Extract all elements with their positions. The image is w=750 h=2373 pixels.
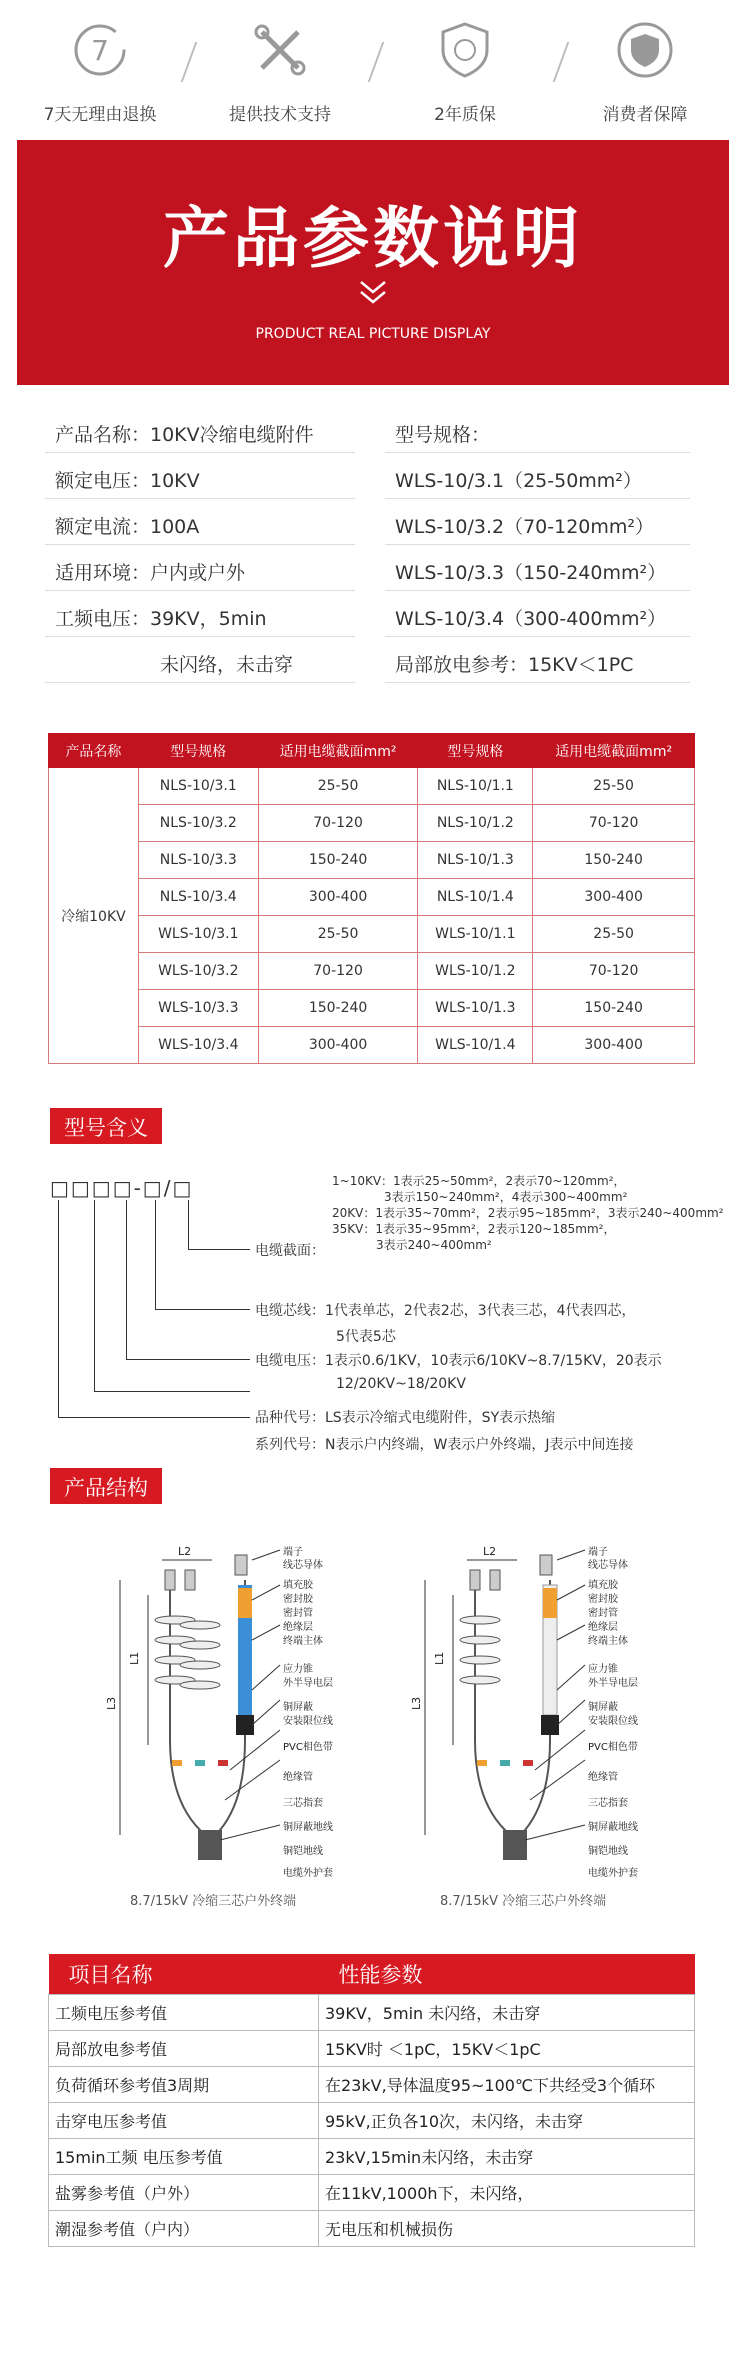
spec-left: 额定电压：10KV xyxy=(55,470,200,492)
section-line: 1~10KV：1表示25~50mm²，2表示70~120mm²， xyxy=(332,1174,626,1188)
table-cell: NLS-10/1.1 xyxy=(418,768,533,805)
connector xyxy=(94,1200,95,1392)
table-cell: 15KV时 ＜1pC，15KV＜1pC xyxy=(319,2030,695,2066)
table-cell: 150-240 xyxy=(258,842,418,879)
table-cell: WLS-10/3.2 xyxy=(138,953,258,990)
spec-right: 局部放电参考：15KV＜1PC xyxy=(395,654,634,676)
table-cell: 70-120 xyxy=(533,953,695,990)
part-label: 电缆外护套 xyxy=(283,1868,333,1879)
part-label: 终端主体 xyxy=(588,1636,628,1647)
part-label: 安装限位线 xyxy=(283,1716,333,1727)
table-header: 型号规格 xyxy=(138,734,258,768)
table-row xyxy=(49,1027,695,1064)
table-header: 性能参数 xyxy=(319,1954,695,1994)
table-cell: 工频电压参考值 xyxy=(49,1994,319,2030)
table-row xyxy=(49,2030,695,2066)
connector xyxy=(126,1359,250,1360)
divider xyxy=(385,636,690,637)
core-line: 5代表5芯 xyxy=(336,1329,396,1345)
section-line: 20KV：1表示35~70mm²，2表示95~185mm²，3表示240~400mm² xyxy=(332,1206,724,1220)
table-header-row xyxy=(49,1954,695,1994)
table-cell: 95kV,正负各10次，未闪络，未击穿 xyxy=(319,2102,695,2138)
table-cell: 70-120 xyxy=(258,805,418,842)
part-label: 端子 xyxy=(283,1547,303,1558)
table-cell: 150-240 xyxy=(533,990,695,1027)
service-tech-support xyxy=(200,20,360,125)
table-row xyxy=(49,916,695,953)
banner-subtitle: PRODUCT REAL PICTURE DISPLAY xyxy=(255,326,491,342)
service-label: 2年质保 xyxy=(434,105,496,125)
diagram-caption: 8.7/15kV 冷缩三芯户外终端 xyxy=(440,1894,607,1909)
voltage-line: 电缆电压：1表示0.6/1KV，10表示6/10KV~8.7/15KV，20表示 xyxy=(255,1353,662,1369)
series-line: 系列代号：N表示户内终端，W表示户外终端，J表示中间连接 xyxy=(255,1437,634,1453)
table-row xyxy=(49,953,695,990)
spec-right: WLS-10/3.2（70-120mm²） xyxy=(395,516,655,538)
table-cell: WLS-10/3.4 xyxy=(138,1027,258,1064)
svg-text:L1: L1 xyxy=(433,1651,446,1665)
voltage-line: 12/20KV~18/20KV xyxy=(336,1376,466,1392)
divider xyxy=(45,452,355,453)
divider xyxy=(45,636,355,637)
core-line: 电缆芯线：1代表单芯，2代表2芯，3代表三芯，4代表四芯， xyxy=(255,1303,636,1319)
table-cell: 击穿电压参考值 xyxy=(49,2102,319,2138)
service-label: 消费者保障 xyxy=(602,105,688,125)
table-cell: NLS-10/3.3 xyxy=(138,842,258,879)
part-label: 绝缘层 xyxy=(588,1622,618,1633)
table-cell: NLS-10/1.4 xyxy=(418,879,533,916)
table-cell: 300-400 xyxy=(258,1027,418,1064)
part-label: 铜屏蔽地线 xyxy=(588,1822,638,1833)
divider xyxy=(385,498,690,499)
table-cell: 70-120 xyxy=(533,805,695,842)
part-label: 安装限位线 xyxy=(588,1716,638,1727)
part-label: 铜铠地线 xyxy=(588,1846,628,1857)
table-row xyxy=(49,805,695,842)
svg-text:7: 7 xyxy=(91,34,109,67)
part-label: PVC相色带 xyxy=(588,1742,638,1753)
connector xyxy=(155,1200,156,1310)
section-line: 3表示240~400mm² xyxy=(376,1238,492,1252)
svg-text:L2: L2 xyxy=(178,1545,192,1558)
part-label: 应力锥 xyxy=(283,1664,313,1675)
service-label: 提供技术支持 xyxy=(229,105,331,125)
part-label: 绝缘管 xyxy=(588,1772,618,1783)
banner xyxy=(17,140,729,385)
table-row xyxy=(49,2174,695,2210)
svg-text:L2: L2 xyxy=(483,1545,497,1558)
part-label: 铜屏蔽地线 xyxy=(283,1822,333,1833)
part-label: 绝缘管 xyxy=(283,1772,313,1783)
section-tag-label: 型号含义 xyxy=(64,1116,148,1140)
part-label: 线芯导体 xyxy=(588,1560,628,1571)
section-line: 35KV：1表示35~95mm²，2表示120~185mm²， xyxy=(332,1222,616,1236)
table-header: 适用电缆截面mm² xyxy=(258,734,418,768)
svg-text:L1: L1 xyxy=(128,1651,141,1665)
table-cell: 潮湿参考值（户内） xyxy=(49,2210,319,2246)
spec-left: 未闪络，未击穿 xyxy=(160,654,294,676)
table-cell: WLS-10/1.1 xyxy=(418,916,533,953)
table-cell: WLS-10/1.4 xyxy=(418,1027,533,1064)
divider xyxy=(181,42,198,82)
spec-left: 适用环境：户内或户外 xyxy=(55,562,246,584)
part-label: 密封管 xyxy=(588,1608,618,1619)
spec-right: WLS-10/3.3（150-240mm²） xyxy=(395,562,667,584)
service-warranty xyxy=(385,20,545,125)
warranty-shield-icon xyxy=(435,20,495,80)
divider xyxy=(368,42,385,82)
part-label: 密封管 xyxy=(283,1608,313,1619)
connector xyxy=(58,1200,59,1418)
table-cell: 负荷循环参考值3周期 xyxy=(49,2066,319,2102)
table-cell: NLS-10/1.2 xyxy=(418,805,533,842)
part-label: 外半导电层 xyxy=(283,1678,333,1689)
divider xyxy=(385,544,690,545)
table-row xyxy=(49,2138,695,2174)
table-cell: NLS-10/3.1 xyxy=(138,768,258,805)
table-cell: 25-50 xyxy=(258,916,418,953)
service-seven-day xyxy=(20,20,180,125)
part-label: 电缆外护套 xyxy=(588,1868,638,1879)
table-cell: NLS-10/3.2 xyxy=(138,805,258,842)
section-line: 3表示150~240mm²，4表示300~400mm² xyxy=(384,1190,628,1204)
connector xyxy=(126,1200,127,1360)
table-cell: 150-240 xyxy=(258,990,418,1027)
part-label: 密封胶 xyxy=(588,1594,618,1605)
part-label: 绝缘层 xyxy=(283,1622,313,1633)
part-label: PVC相色带 xyxy=(283,1742,333,1753)
table-header: 适用电缆截面mm² xyxy=(533,734,695,768)
banner-title: 产品参数说明 xyxy=(163,200,583,277)
part-label: 铜屏蔽 xyxy=(588,1702,618,1713)
table-cell: 15min工频 电压参考值 xyxy=(49,2138,319,2174)
spec-left: 工频电压：39KV，5min xyxy=(55,608,267,630)
connector xyxy=(155,1309,250,1310)
connector xyxy=(188,1200,189,1250)
table-row xyxy=(49,2066,695,2102)
part-label: 密封胶 xyxy=(283,1594,313,1605)
table-cell: 在23kV,导体温度95~100℃下共经受3个循环 xyxy=(319,2066,695,2102)
table-row xyxy=(49,768,695,805)
part-label: 线芯导体 xyxy=(283,1560,323,1571)
table-cell: WLS-10/1.2 xyxy=(418,953,533,990)
chevron-down-icon xyxy=(358,278,388,312)
table-row xyxy=(49,990,695,1027)
table-cell-product: 冷缩10KV xyxy=(49,768,139,1064)
svg-text:L3: L3 xyxy=(410,1696,423,1710)
table-cell: 300-400 xyxy=(533,879,695,916)
connector xyxy=(188,1249,250,1250)
divider xyxy=(45,682,355,683)
table-row xyxy=(49,2210,695,2246)
table-cell: WLS-10/3.3 xyxy=(138,990,258,1027)
table-cell: 150-240 xyxy=(533,842,695,879)
table-row xyxy=(49,2102,695,2138)
connector xyxy=(94,1391,250,1392)
divider xyxy=(45,498,355,499)
part-label: 铜铠地线 xyxy=(283,1846,323,1857)
table-cell: NLS-10/3.4 xyxy=(138,879,258,916)
connector xyxy=(58,1417,250,1418)
service-label: 7天无理由退换 xyxy=(43,105,157,125)
divider xyxy=(45,590,355,591)
part-label: 填充胶 xyxy=(283,1580,313,1591)
spec-right: WLS-10/3.1（25-50mm²） xyxy=(395,470,642,492)
part-label: 三芯指套 xyxy=(283,1798,323,1809)
divider xyxy=(385,452,690,453)
part-label: 填充胶 xyxy=(588,1580,618,1591)
spec-right: WLS-10/3.4（300-400mm²） xyxy=(395,608,667,630)
table-cell: 23kV,15min未闪络，未击穿 xyxy=(319,2138,695,2174)
table-cell: 300-400 xyxy=(533,1027,695,1064)
table-header-row xyxy=(49,734,695,768)
divider xyxy=(385,590,690,591)
performance-table xyxy=(48,1954,695,2247)
part-label: 应力锥 xyxy=(588,1664,618,1675)
table-cell: 300-400 xyxy=(258,879,418,916)
table-cell: 盐雾参考值（户外） xyxy=(49,2174,319,2210)
model-code: □□□□-□/□ xyxy=(50,1176,194,1200)
tools-icon xyxy=(250,20,310,80)
table-cell: NLS-10/1.3 xyxy=(418,842,533,879)
divider xyxy=(385,682,690,683)
model-table xyxy=(48,733,695,1064)
seven-day-icon xyxy=(70,20,130,80)
part-label: 端子 xyxy=(588,1547,608,1558)
table-cell: 无电压和机械损伤 xyxy=(319,2210,695,2246)
table-cell: WLS-10/1.3 xyxy=(418,990,533,1027)
table-header: 产品名称 xyxy=(49,734,139,768)
variety-line: 品种代号：LS表示冷缩式电缆附件，SY表示热缩 xyxy=(255,1410,556,1426)
table-row xyxy=(49,879,695,916)
table-cell: 25-50 xyxy=(533,768,695,805)
svg-text:L3: L3 xyxy=(105,1696,118,1710)
divider xyxy=(45,544,355,545)
table-cell: WLS-10/3.1 xyxy=(138,916,258,953)
part-label: 铜屏蔽 xyxy=(283,1702,313,1713)
table-header: 项目名称 xyxy=(49,1954,319,1994)
section-tag-meaning xyxy=(50,1108,162,1144)
part-label: 终端主体 xyxy=(283,1636,323,1647)
table-row xyxy=(49,842,695,879)
table-cell: 39KV，5min 未闪络，未击穿 xyxy=(319,1994,695,2030)
part-label: 外半导电层 xyxy=(588,1678,638,1689)
section-tag-label: 产品结构 xyxy=(64,1476,148,1500)
table-header: 型号规格 xyxy=(418,734,533,768)
spec-left: 产品名称：10KV冷缩电缆附件 xyxy=(55,424,314,446)
part-label: 三芯指套 xyxy=(588,1798,628,1809)
table-cell: 25-50 xyxy=(258,768,418,805)
table-cell: 70-120 xyxy=(258,953,418,990)
table-row xyxy=(49,1994,695,2030)
table-cell: 局部放电参考值 xyxy=(49,2030,319,2066)
spec-left: 额定电流：100A xyxy=(55,516,200,538)
diagram-caption: 8.7/15kV 冷缩三芯户外终端 xyxy=(130,1894,297,1909)
section-tag-structure xyxy=(50,1468,162,1504)
section-label: 电缆截面： xyxy=(255,1243,325,1259)
service-consumer xyxy=(565,20,725,125)
consumer-shield-icon xyxy=(615,20,675,80)
spec-right: 型号规格： xyxy=(395,424,491,446)
table-cell: 25-50 xyxy=(533,916,695,953)
table-cell: 在11kV,1000h下，未闪络， xyxy=(319,2174,695,2210)
